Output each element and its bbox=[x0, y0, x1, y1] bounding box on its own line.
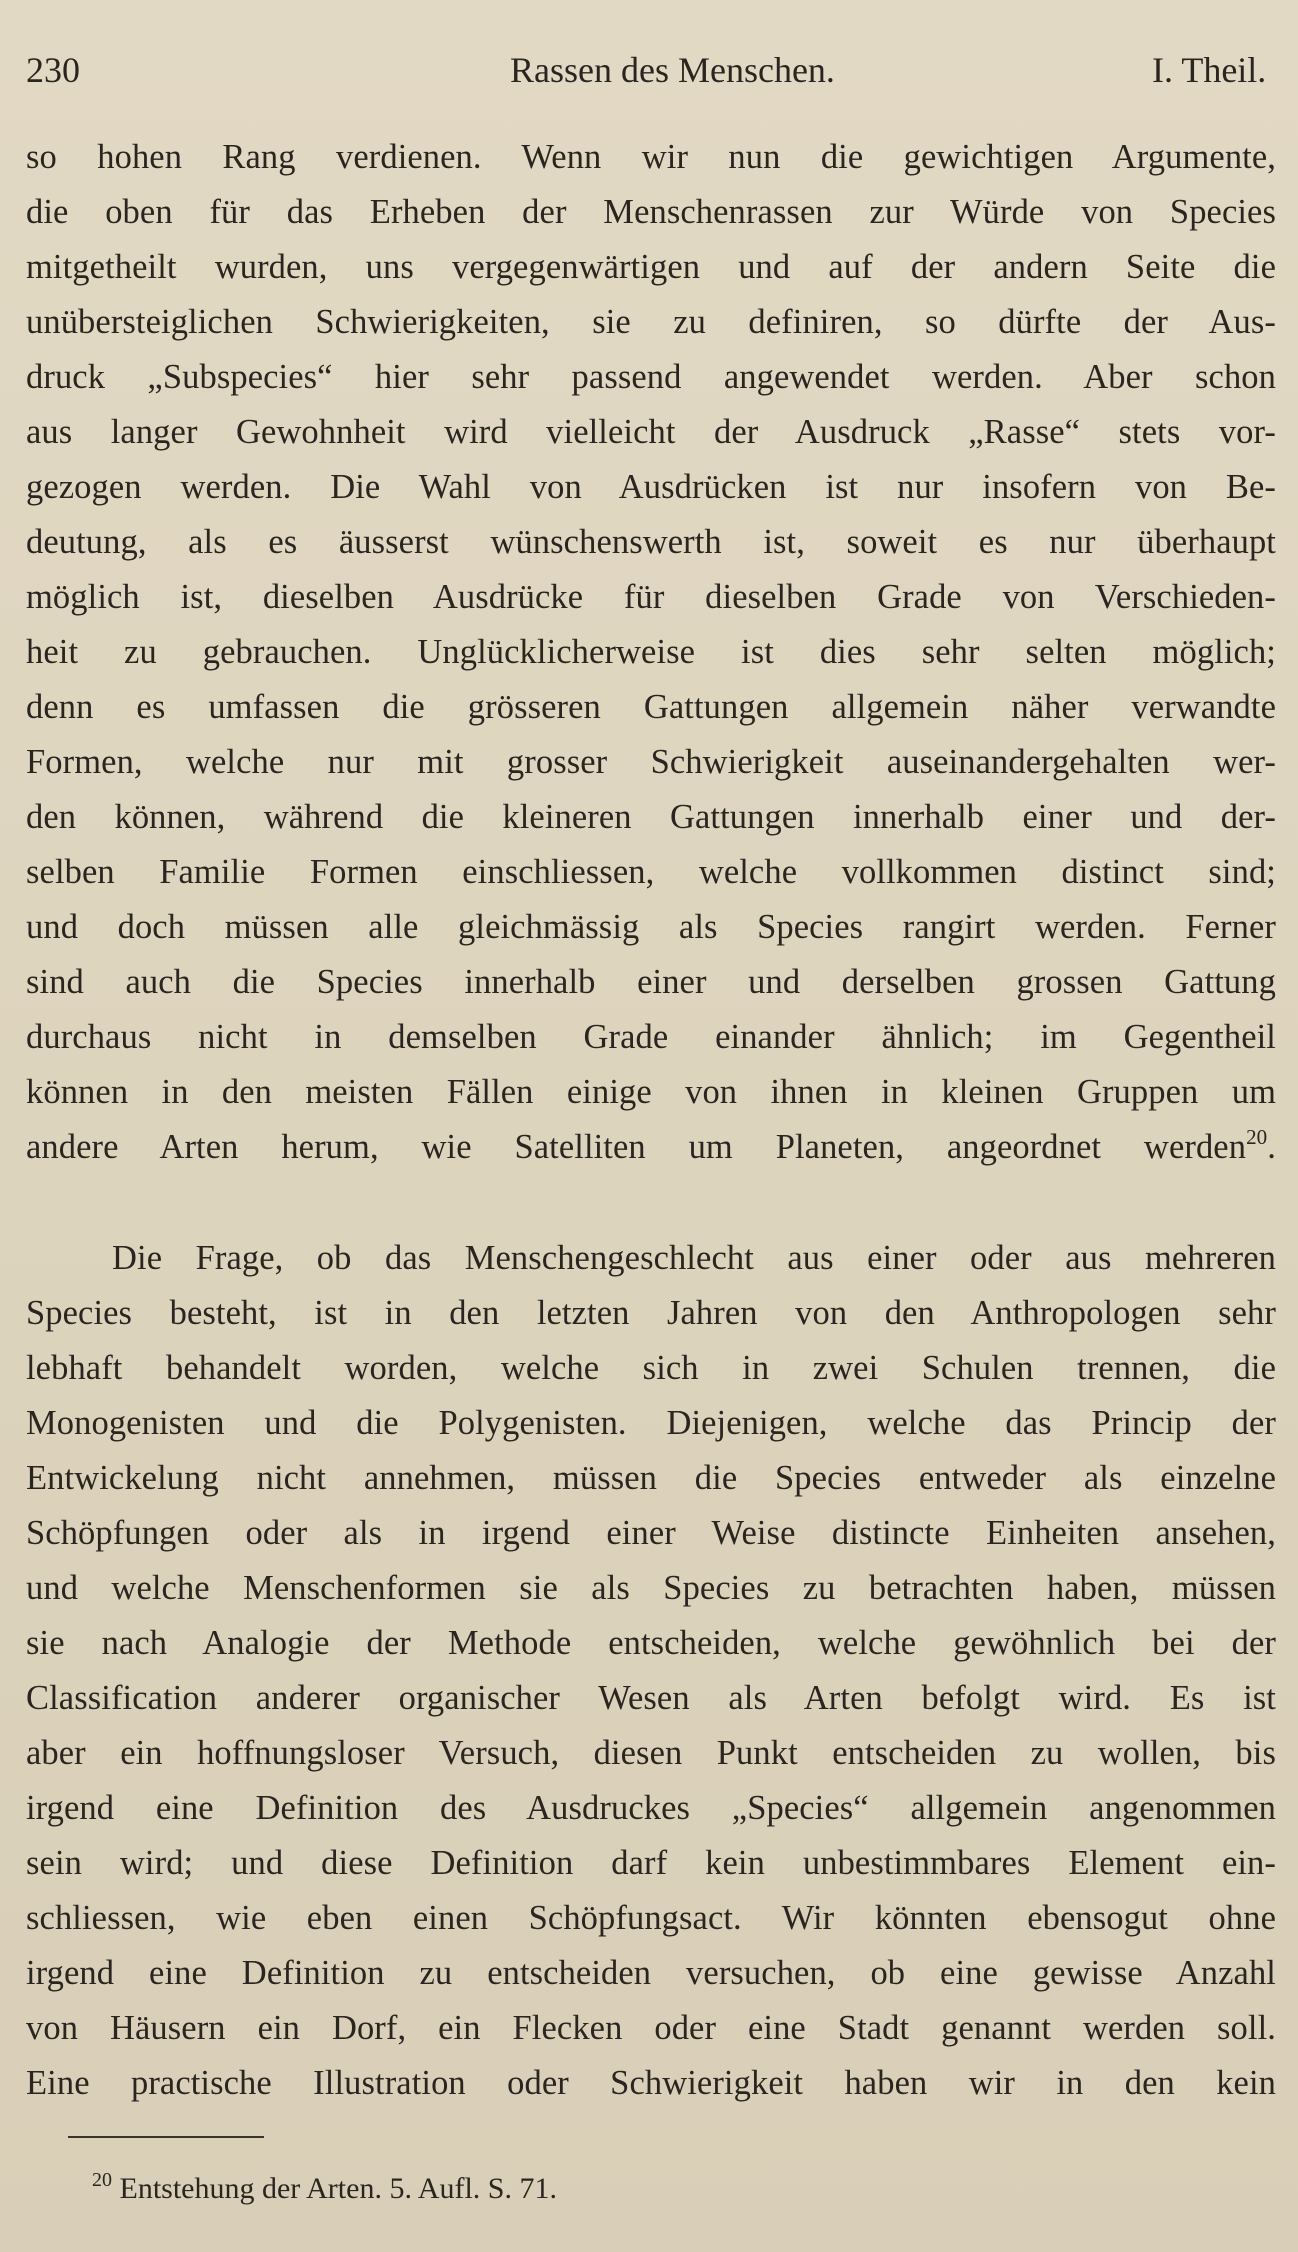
text-line: lebhaft behandelt worden, welche sich in zwei Schulen trennen, die bbox=[26, 1349, 1276, 1387]
section-label: I. Theil. bbox=[1152, 50, 1267, 90]
text-line: unübersteiglichen Schwierigkeiten, sie zu definiren, so dürfte der Aus- bbox=[26, 303, 1276, 341]
line-trail: . bbox=[1267, 1128, 1276, 1166]
text-line: Species besteht, ist in den letzten Jahren von den Anthropologen sehr bbox=[26, 1294, 1276, 1332]
text-line: möglich ist, dieselben Ausdrücke für dieselben Grade von Verschieden- bbox=[26, 578, 1276, 616]
text-line: druck „Subspecies“ hier sehr passend angewendet werden. Aber schon bbox=[26, 358, 1276, 396]
text-line: Schöpfungen oder als in irgend einer Weise distincte Einheiten ansehen, bbox=[26, 1514, 1276, 1552]
text-line: deutung, als es äusserst wünschenswerth ist, soweit es nur überhaupt bbox=[26, 523, 1276, 561]
text-line: selben Familie Formen einschliessen, welche vollkommen distinct sind; bbox=[26, 853, 1276, 891]
running-header bbox=[26, 40, 1298, 100]
text-line: Monogenisten und die Polygenisten. Diejenigen, welche das Princip der bbox=[26, 1404, 1276, 1442]
text-line: heit zu gebrauchen. Unglücklicherweise ist dies sehr selten möglich; bbox=[26, 633, 1276, 671]
text-line: mitgetheilt wurden, uns vergegenwärtigen und auf der andern Seite die bbox=[26, 248, 1276, 286]
text-line: Entwickelung nicht annehmen, müssen die Species entweder als einzelne bbox=[26, 1459, 1276, 1497]
running-title: Rassen des Menschen. bbox=[510, 50, 835, 90]
text-line: sind auch die Species innerhalb einer und derselben grossen Gattung bbox=[26, 963, 1276, 1001]
footnote bbox=[92, 2164, 557, 2214]
text-line: durchaus nicht in demselben Grade einander ähnlich; im Gegentheil bbox=[26, 1018, 1276, 1056]
text-line: Formen, welche nur mit grosser Schwierigkeit auseinandergehalten wer- bbox=[26, 743, 1276, 781]
text-line: Classification anderer organischer Wesen als Arten befolgt wird. Es ist bbox=[26, 1679, 1276, 1717]
text-line-with-note bbox=[26, 1120, 1276, 1175]
text-line: und doch müssen alle gleichmässig als Species rangirt werden. Ferner bbox=[26, 908, 1276, 946]
text-line: Die Frage, ob das Menschengeschlecht aus einer oder aus mehreren bbox=[112, 1239, 1276, 1277]
text-line: irgend eine Definition des Ausdruckes „Species“ allgemein angenommen bbox=[26, 1789, 1276, 1827]
text-line: Eine practische Illustration oder Schwierigkeit haben wir in den kein bbox=[26, 2064, 1276, 2102]
text-line: irgend eine Definition zu entscheiden versuchen, ob eine gewisse Anzahl bbox=[26, 1954, 1276, 1992]
footnote-divider bbox=[68, 2136, 264, 2138]
text-line: schliessen, wie eben einen Schöpfungsact. Wir könnten ebensogut ohne bbox=[26, 1899, 1276, 1937]
text-line: von Häusern ein Dorf, ein Flecken oder eine Stadt genannt werden soll. bbox=[26, 2009, 1276, 2047]
text-line: die oben für das Erheben der Menschenrassen zur Würde von Species bbox=[26, 193, 1276, 231]
footnote-text: Entstehung der Arten. 5. Aufl. S. 71. bbox=[119, 2172, 557, 2205]
text-line: können in den meisten Fällen einige von ihnen in kleinen Gruppen um bbox=[26, 1073, 1276, 1111]
text-line: gezogen werden. Die Wahl von Ausdrücken ist nur insofern von Be- bbox=[26, 468, 1276, 506]
text-line-body: andere Arten herum, wie Satelliten um Planeten, angeordnet werden bbox=[26, 1128, 1247, 1166]
text-line: denn es umfassen die grösseren Gattungen allgemein näher verwandte bbox=[26, 688, 1276, 726]
text-line: so hohen Rang verdienen. Wenn wir nun die gewichtigen Argumente, bbox=[26, 138, 1276, 176]
text-line: sie nach Analogie der Methode entscheiden, welche gewöhnlich bei der bbox=[26, 1624, 1276, 1662]
text-line: und welche Menschenformen sie als Species zu betrachten haben, müssen bbox=[26, 1569, 1276, 1607]
text-line: den können, während die kleineren Gattungen innerhalb einer und der- bbox=[26, 798, 1276, 836]
footnote-number: 20 bbox=[92, 2169, 112, 2191]
text-line: aber ein hoffnungsloser Versuch, diesen Punkt entscheiden zu wollen, bis bbox=[26, 1734, 1276, 1772]
text-line: aus langer Gewohnheit wird vielleicht der Ausdruck „Rasse“ stets vor- bbox=[26, 413, 1276, 451]
footnote-reference[interactable]: 20 bbox=[1246, 1125, 1268, 1149]
text-line: sein wird; und diese Definition darf kein unbestimmbares Element ein- bbox=[26, 1844, 1276, 1882]
page-number: 230 bbox=[26, 50, 80, 90]
